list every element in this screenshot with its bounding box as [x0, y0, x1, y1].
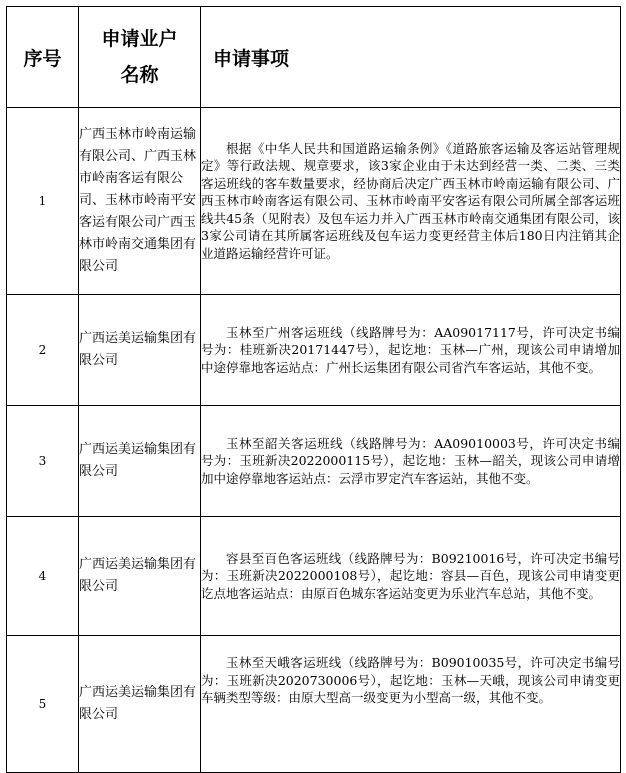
- row-seq: 1: [7, 108, 79, 295]
- row-seq: 3: [7, 406, 79, 517]
- header-applicant: [79, 7, 201, 108]
- row-seq: 4: [7, 517, 79, 636]
- table-row: [7, 108, 621, 295]
- row-applicant: 广西运美运输集团有限公司: [79, 295, 201, 406]
- row-applicant: 广西运美运输集团有限公司: [79, 406, 201, 517]
- row-matter: 玉林至天峨客运班线（线路牌号为：B09010035号，许可决定书编号为：玉班新决2020730006号），起讫地：玉林—天峨，现该公司申请变更车辆类型等级：由原大型高一级变更为小型高一级，其他不变。: [201, 636, 621, 773]
- header-applicant-line1: 申请业户: [101, 28, 178, 50]
- row-matter: 容县至百色客运班线（线路牌号为：B09210016号，许可决定书编号为：玉班新决2022000108号），起讫地：容县—百色，现该公司申请变更讫点地客运站点：由原百色城东客运站变更为乐业汽车总站，其他不变。: [201, 517, 621, 636]
- application-table: [6, 6, 621, 773]
- table-row: [7, 406, 621, 517]
- table-row: [7, 636, 621, 773]
- row-matter: 玉林至韶关客运班线（线路牌号为：AA09010003号，许可决定书编号为：玉班新决2022000115号），起讫地：玉林—韶关，现该公司申请增加中途停靠地客运站点：云浮市罗定汽车客运站，其他不变。: [201, 406, 621, 517]
- table-row: [7, 517, 621, 636]
- row-seq: 5: [7, 636, 79, 773]
- header-applicant-line2: 名称: [120, 64, 159, 86]
- row-matter: 玉林至广州客运班线（线路牌号为：AA09017117号，许可决定书编号为：桂班新决20171447号），起讫地：玉林—广州，现该公司申请增加中途停靠地客运站点：广州长运集团有限公司省汽车客运站，其他不变。: [201, 295, 621, 406]
- row-matter: 根据《中华人民共和国道路运输条例》《道路旅客运输及客运站管理规定》等行政法规、规章要求，该3家企业由于未达到经营一类、二类、三类客运班线的客车数量要求，经协商后决定广西玉林市岭南运输有限公司、广西玉林市岭南客运有限公司、玉林市岭南平安客运有限公司所属全部客运班线共45条（见附表）及包车运力并入广西玉林市岭南交通集团有限公司，该3家公司请在其所属客运班线及包车运力变更经营主体后180日内注销其企业道路运输经营许可证。: [201, 108, 621, 295]
- row-seq: 2: [7, 295, 79, 406]
- row-applicant: 广西运美运输集团有限公司: [79, 517, 201, 636]
- header-seq: 序号: [7, 7, 79, 108]
- row-applicant: 广西玉林市岭南运输有限公司、广西玉林市岭南客运有限公司、玉林市岭南平安客运有限公司广西玉林市岭南交通集团有限公司: [79, 108, 201, 295]
- table-header-row: [7, 7, 621, 108]
- table-row: [7, 295, 621, 406]
- header-matter: 申请事项: [201, 7, 621, 108]
- row-applicant: 广西运美运输集团有限公司: [79, 636, 201, 773]
